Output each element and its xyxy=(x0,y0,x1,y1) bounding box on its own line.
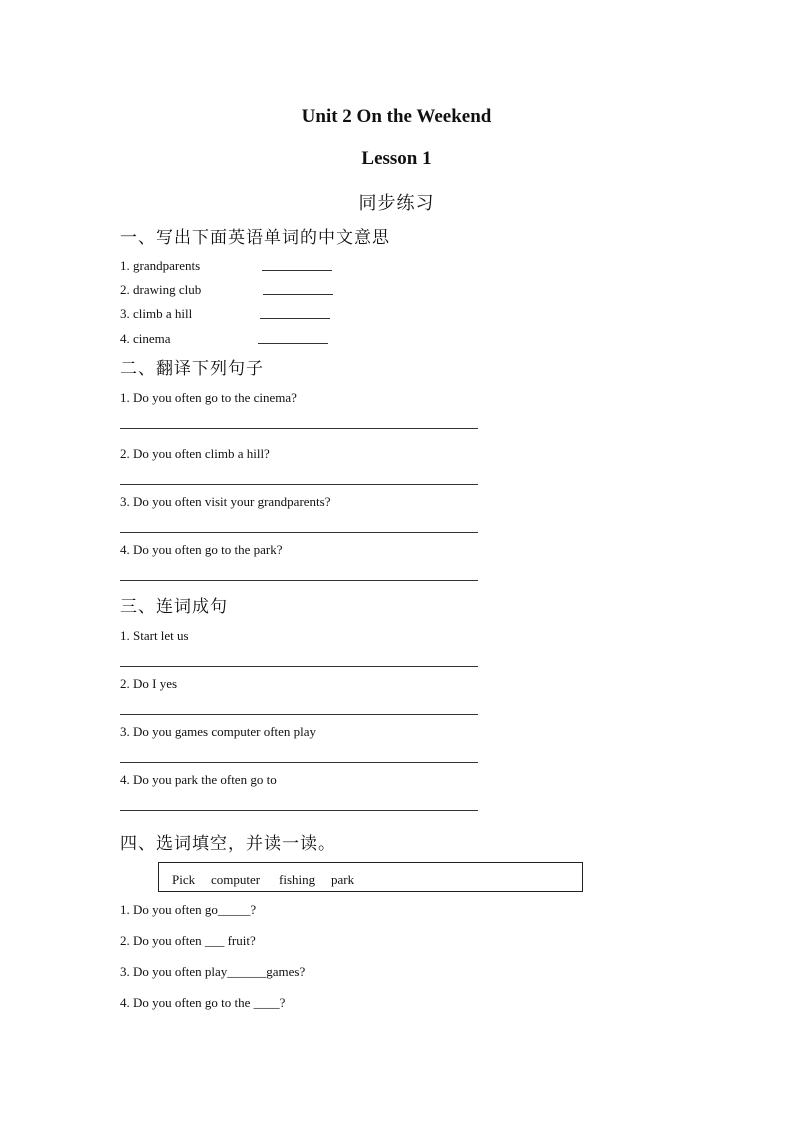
section4-item-3: 3. Do you often play______games? xyxy=(120,964,306,979)
section1-blank-2[interactable] xyxy=(263,294,333,295)
section2-item-3: 3. Do you often visit your grandparents? xyxy=(120,494,331,509)
section2-answer-line-2[interactable] xyxy=(120,484,478,485)
section3-heading: 三、连词成句 xyxy=(120,597,228,617)
word-bank-word-2: computer xyxy=(211,872,261,887)
word-bank-word-4: park xyxy=(331,872,355,887)
section2-answer-line-3[interactable] xyxy=(120,532,478,533)
section2-item-2: 2. Do you often climb a hill? xyxy=(120,446,270,461)
section3-item-1: 1. Start let us xyxy=(120,628,189,643)
section3-answer-line-4[interactable] xyxy=(120,810,478,811)
section4-heading: 四、选词填空，并读一读。 xyxy=(120,834,336,854)
page-title: Unit 2 On the Weekend xyxy=(301,106,492,127)
section3-answer-line-3[interactable] xyxy=(120,762,478,763)
section3-item-2: 2. Do I yes xyxy=(120,676,178,691)
section4-item-1: 1. Do you often go_____? xyxy=(120,902,257,917)
section1-heading: 一、写出下面英语单词的中文意思 xyxy=(120,228,390,248)
section1-blank-1[interactable] xyxy=(262,270,332,271)
section1-item-3: 3. climb a hill xyxy=(120,306,193,321)
section1-item-4: 4. cinema xyxy=(120,331,171,346)
section4-item-4: 4. Do you often go to the ____? xyxy=(120,995,286,1010)
word-bank-word-1: Pick xyxy=(172,872,196,887)
section2-item-4: 4. Do you often go to the park? xyxy=(120,542,283,557)
word-bank-word-3: fishing xyxy=(279,872,316,887)
section1-blank-4[interactable] xyxy=(258,343,328,344)
section3-item-3: 3. Do you games computer often play xyxy=(120,724,317,739)
section2-answer-line-4[interactable] xyxy=(120,580,478,581)
section1-item-2: 2. drawing club xyxy=(120,282,202,297)
page-subtitle: 同步练习 xyxy=(358,193,435,214)
section4-item-2: 2. Do you often ___ fruit? xyxy=(120,933,256,948)
lesson-title: Lesson 1 xyxy=(361,148,432,169)
section3-item-4: 4. Do you park the often go to xyxy=(120,772,277,787)
section3-answer-line-2[interactable] xyxy=(120,714,478,715)
section2-item-1: 1. Do you often go to the cinema? xyxy=(120,390,297,405)
section1-item-1: 1. grandparents xyxy=(120,258,201,273)
section3-answer-line-1[interactable] xyxy=(120,666,478,667)
section2-answer-line-1[interactable] xyxy=(120,428,478,429)
section1-blank-3[interactable] xyxy=(260,318,330,319)
word-bank-box xyxy=(158,862,583,892)
section2-heading: 二、翻译下列句子 xyxy=(120,359,264,379)
